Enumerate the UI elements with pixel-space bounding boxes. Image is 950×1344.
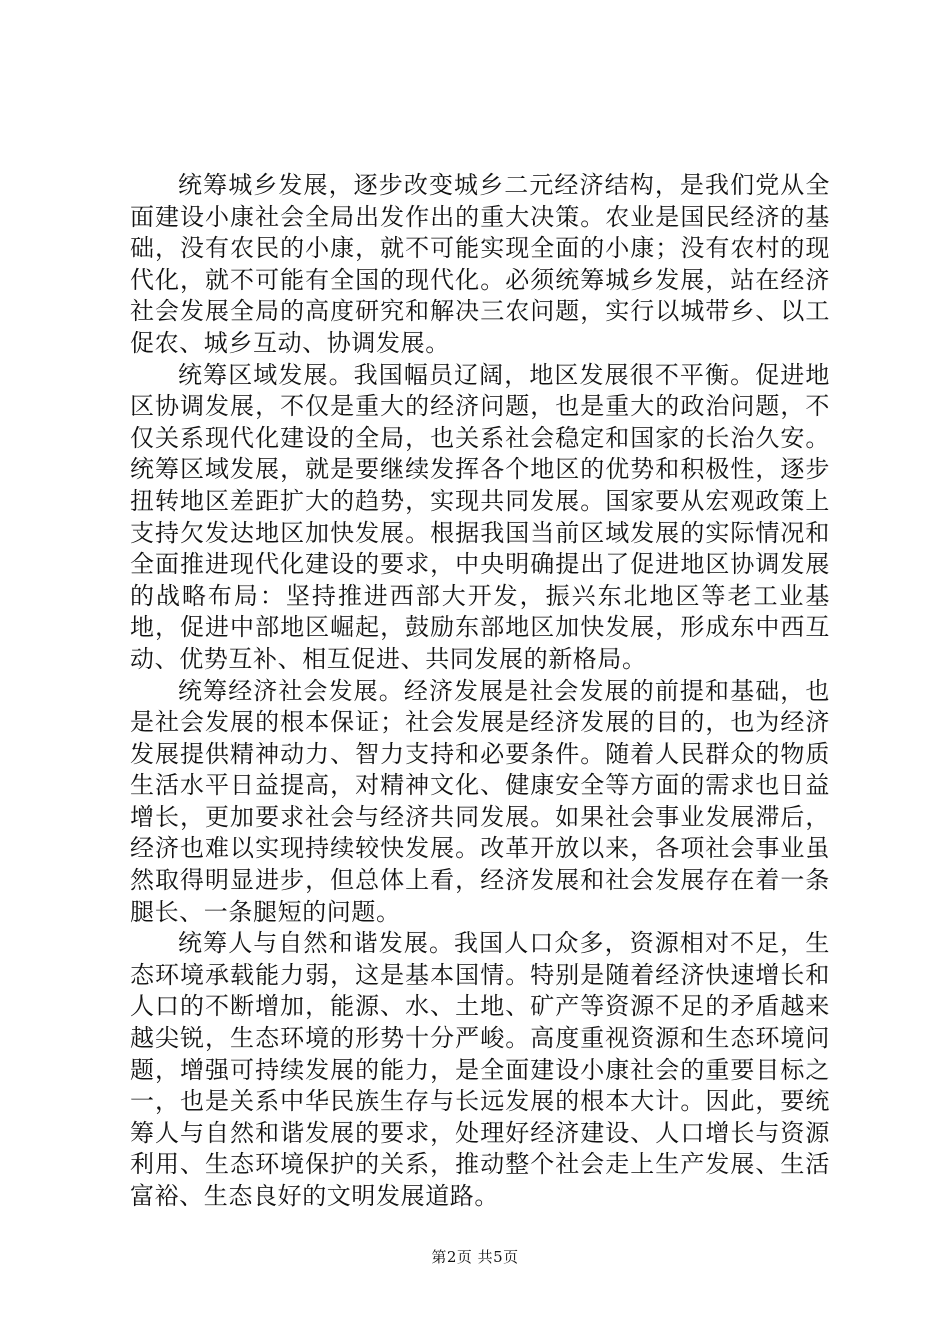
document-body: [130, 170, 830, 1213]
paragraph-economic-social: 统筹经济社会发展。经济发展是社会发展的前提和基础，也是社会发展的根本保证；社会发展是经济发展的目的，也为经济发展提供精神动力、智力支持和必要条件。随着人民群众的物质生活水平日益提高，对精神文化、健康安全等方面的需求也日益增长，更加要求社会与经济共同发展。如果社会事业发展滞后，经济也难以实现持续较快发展。改革开放以来，各项社会事业虽然取得明显进步，但总体上看，经济发展和社会发展存在着一条腿长、一条腿短的问题。: [130, 676, 830, 926]
paragraph-urban-rural: 统筹城乡发展，逐步改变城乡二元经济结构，是我们党从全面建设小康社会全局出发作出的重大决策。农业是国民经济的基础，没有农民的小康，就不可能实现全面的小康；没有农村的现代化，就不可能有全国的现代化。必须统筹城乡发展，站在经济社会发展全局的高度研究和解决三农问题，实行以城带乡、以工促农、城乡互动、协调发展。: [130, 171, 830, 357]
paragraph-regional: 统筹区域发展。我国幅员辽阔，地区发展很不平衡。促进地区协调发展，不仅是重大的经济问题，也是重大的政治问题，不仅关系现代化建设的全局，也关系社会稳定和国家的长治久安。统筹区域发展，就是要继续发挥各个地区的优势和积极性，逐步扭转地区差距扩大的趋势，实现共同发展。国家要从宏观政策上支持欠发达地区加快发展。根据我国当前区域发展的实际情况和全面推进现代化建设的要求，中央明确提出了促进地区协调发展的战略布局：坚持推进西部大开发，振兴东北地区等老工业基地，促进中部地区崛起，鼓励东部地区加快发展，形成东中西互动、优势互补、相互促进、共同发展的新格局。: [130, 360, 830, 673]
page-number-footer: 第2页 共5页: [431, 1248, 519, 1266]
paragraph-human-nature: 统筹人与自然和谐发展。我国人口众多，资源相对不足，生态环境承载能力弱，这是基本国情。特别是随着经济快速增长和人口的不断增加，能源、水、土地、矿产等资源不足的矛盾越来越尖锐，生态环境的形势十分严峻。高度重视资源和生态环境问题，增强可持续发展的能力，是全面建设小康社会的重要目标之一，也是关系中华民族生存与长远发展的根本大计。因此，要统筹人与自然和谐发展的要求，处理好经济建设、人口增长与资源利用、生态环境保护的关系，推动整个社会走上生产发展、生活富裕、生态良好的文明发展道路。: [130, 929, 830, 1210]
